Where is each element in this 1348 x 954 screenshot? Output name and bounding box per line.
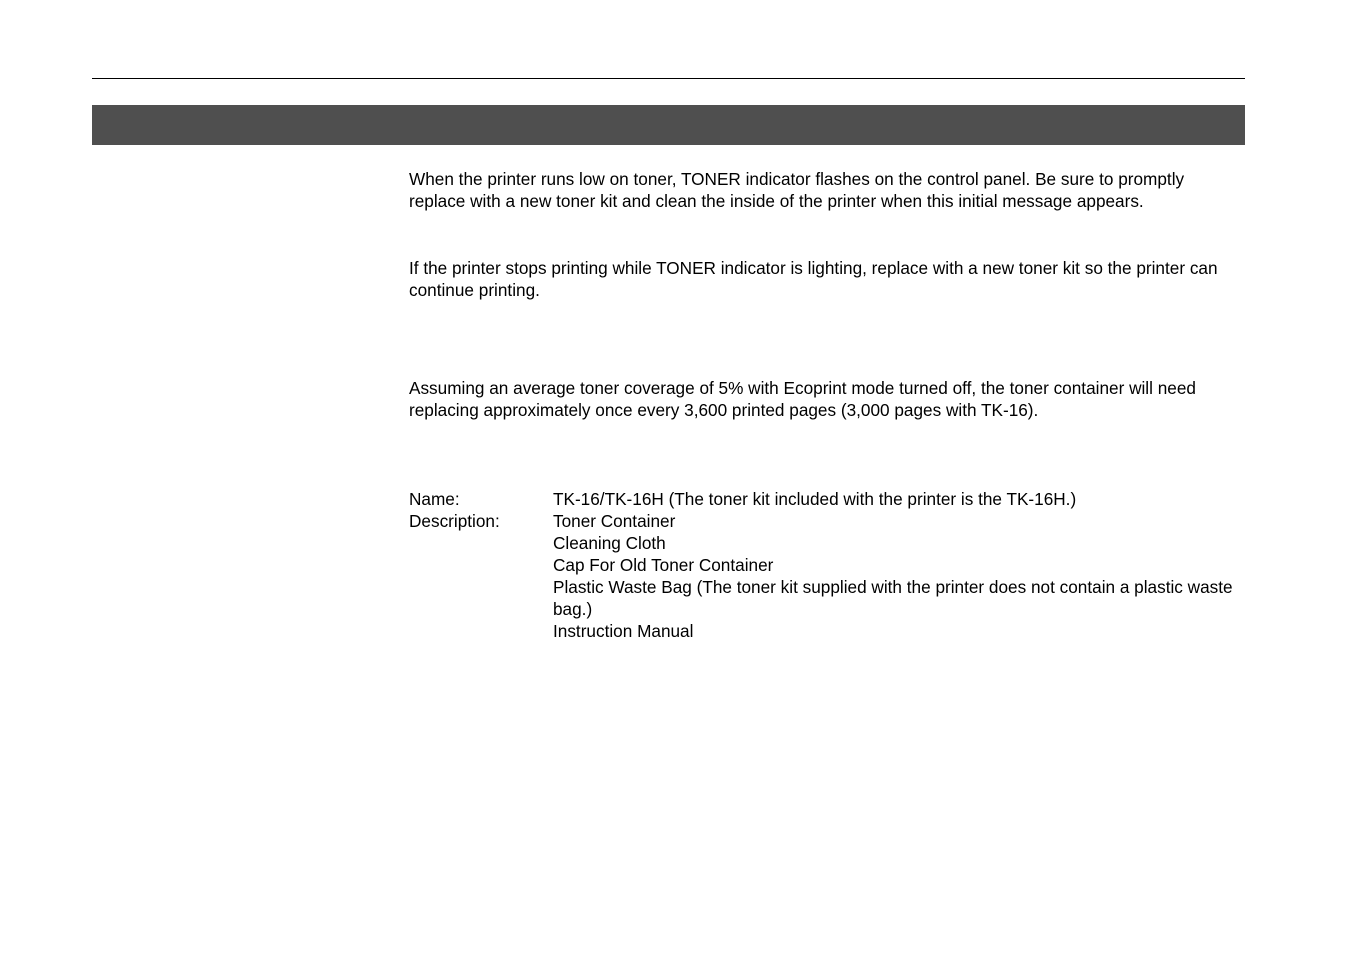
- description-value: [553, 510, 1245, 642]
- list-item: Toner Container: [553, 511, 676, 531]
- list-item: Plastic Waste Bag (The toner kit supplied with the printer does not contain a plastic waste bag.): [553, 577, 1233, 619]
- list-item: Cap For Old Toner Container: [553, 555, 774, 575]
- spec-row-description: [409, 510, 1245, 642]
- toner-kit-spec: [409, 488, 1245, 642]
- list-item: Instruction Manual: [553, 621, 694, 641]
- header-rule: [92, 78, 1245, 79]
- stops-printing-paragraph: [409, 257, 1245, 301]
- section-heading-bar: [92, 105, 1245, 145]
- description-label: Description:: [409, 511, 500, 531]
- spec-row-name: [409, 488, 1245, 510]
- description-list: [553, 510, 1245, 642]
- low-toner-paragraph: [409, 168, 1245, 212]
- name-label: Name:: [409, 489, 460, 509]
- replacement-frequency-text: Assuming an average toner coverage of 5% with Ecoprint mode turned off, the toner container will need replacing approximately once every 3,600 printed pages (3,000 pages with TK-16).: [409, 378, 1196, 420]
- replacement-frequency-paragraph: [409, 377, 1245, 421]
- list-item: Cleaning Cloth: [553, 533, 666, 553]
- stops-printing-text: If the printer stops printing while TONER indicator is lighting, replace with a new toner kit so the printer can continue printing.: [409, 258, 1218, 300]
- low-toner-text: When the printer runs low on toner, TONER indicator flashes on the control panel. Be sure to promptly replace with a new toner kit and clean the inside of the printer when this initial message appears.: [409, 169, 1185, 211]
- name-value: TK-16/TK-16H (The toner kit included with the printer is the TK-16H.): [553, 489, 1077, 509]
